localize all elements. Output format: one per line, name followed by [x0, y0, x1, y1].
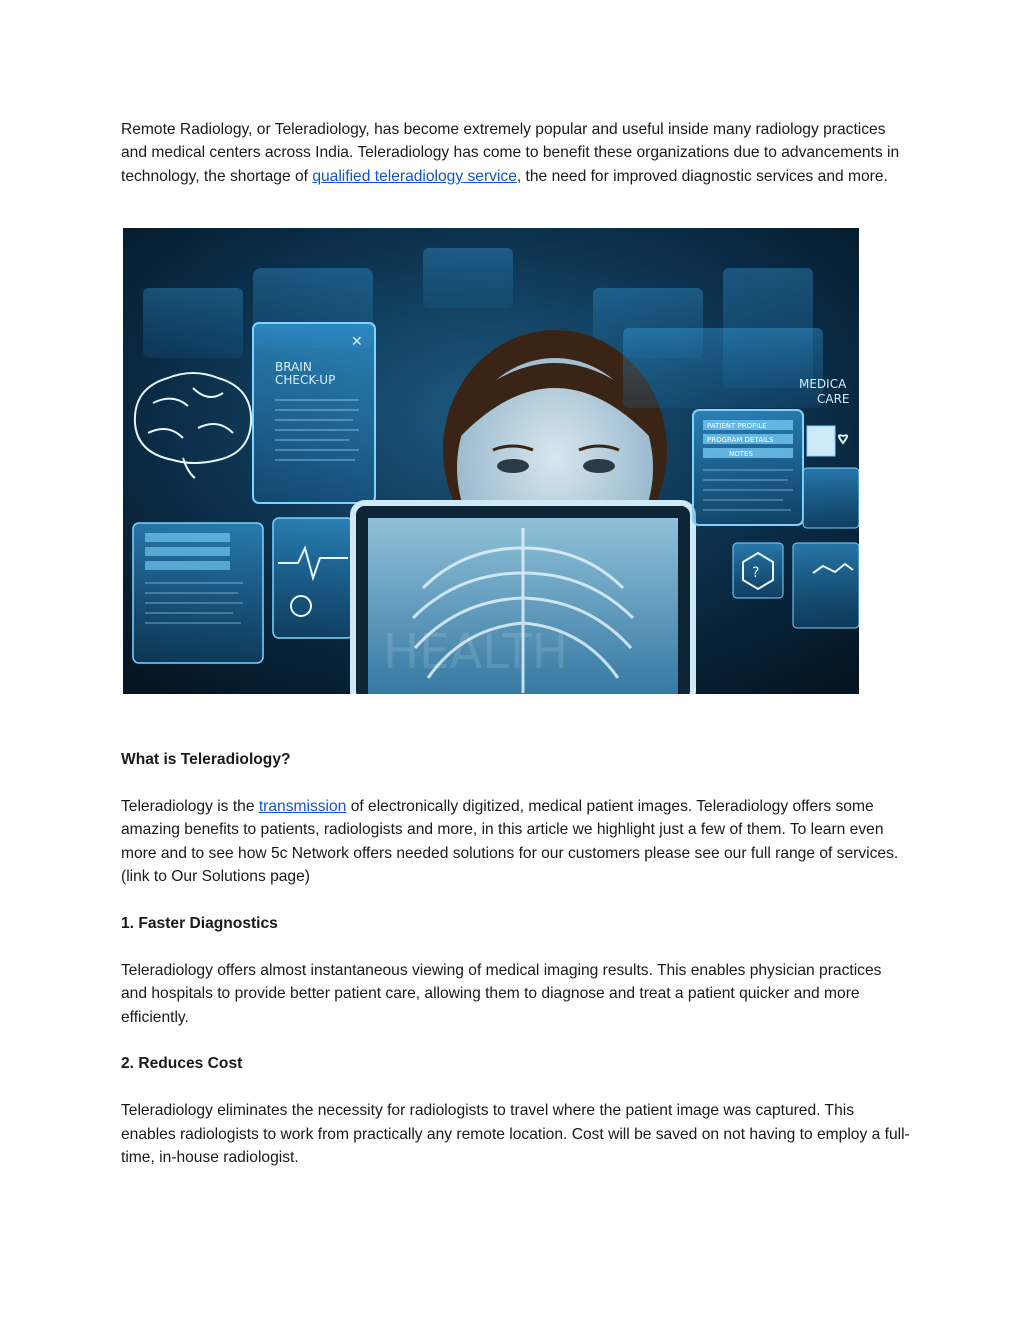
qualified-teleradiology-link[interactable]: qualified teleradiology service — [312, 167, 517, 185]
left-profile-panel — [133, 523, 263, 663]
right-profile-item-2: NOTES — [729, 450, 753, 459]
brain-checkup-panel — [253, 323, 375, 503]
right-profile-item-1: PROGRAM DETAILS — [707, 436, 774, 445]
right-profile-item-0: PATIENT PROFILE — [707, 422, 767, 431]
close-icon: ✕ — [351, 334, 363, 351]
medical-care-title-1: MEDICA — [799, 377, 847, 392]
brain-panel-title-2: CHECK-UP — [275, 373, 336, 388]
medical-care-title-2: CARE — [817, 392, 850, 407]
what-is-paragraph — [121, 795, 911, 889]
xray-tablet — [353, 503, 693, 694]
faster-diagnostics-paragraph: Teleradiology offers almost instantaneous viewing of medical imaging results. This enables physician practices and hospitals to provide better patient care, allowing them to diagnose and treat a patient quicker and more efficiently. — [121, 961, 882, 1026]
hero-illustration — [123, 228, 859, 694]
intro-text-start: Remote Radiology, or Teleradiology, has become extremely popular and useful inside many radiology practices and medical centers across India. Teleradiology has come to benefit these organizations due to advancements in technology, the shortage of — [121, 121, 900, 185]
brain-panel-title-1: BRAIN — [275, 360, 312, 375]
help-glyph: ? — [752, 565, 760, 582]
heading-what-is-teleradiology: What is Teleradiology? — [121, 751, 291, 769]
what-is-text-end: of electronically digitized, medical patient images. Teleradiology offers some amazing benefits to patients, radiologists and more, in this article we highlight just a few of them. To learn even more and to see how 5c Network offers needed solutions for our customers please see our full range of services. (link to Our Solutions page) — [121, 798, 899, 886]
patient-avatar — [807, 426, 835, 456]
heartbeat-panel — [273, 518, 353, 638]
transmission-link[interactable]: transmission — [258, 798, 347, 816]
health-watermark: HEALTH — [383, 624, 568, 681]
intro-paragraph — [121, 118, 911, 188]
teleradiology-hero-image — [123, 228, 859, 694]
what-is-text-start: Teleradiology is the — [121, 798, 259, 816]
intro-text-end: , the need for improved diagnostic services and more. — [516, 167, 888, 185]
document-page — [121, 118, 911, 1169]
heading-faster-diagnostics: 1. Faster Diagnostics — [121, 915, 278, 933]
reduces-cost-paragraph: Teleradiology eliminates the necessity for radiologists to travel where the patient image was captured. This enables radiologists to work from practically any remote location. Cost will be saved on not having to employ a full-time, in-house radiologist. — [121, 1102, 910, 1167]
heading-reduces-cost: 2. Reduces Cost — [121, 1055, 243, 1073]
